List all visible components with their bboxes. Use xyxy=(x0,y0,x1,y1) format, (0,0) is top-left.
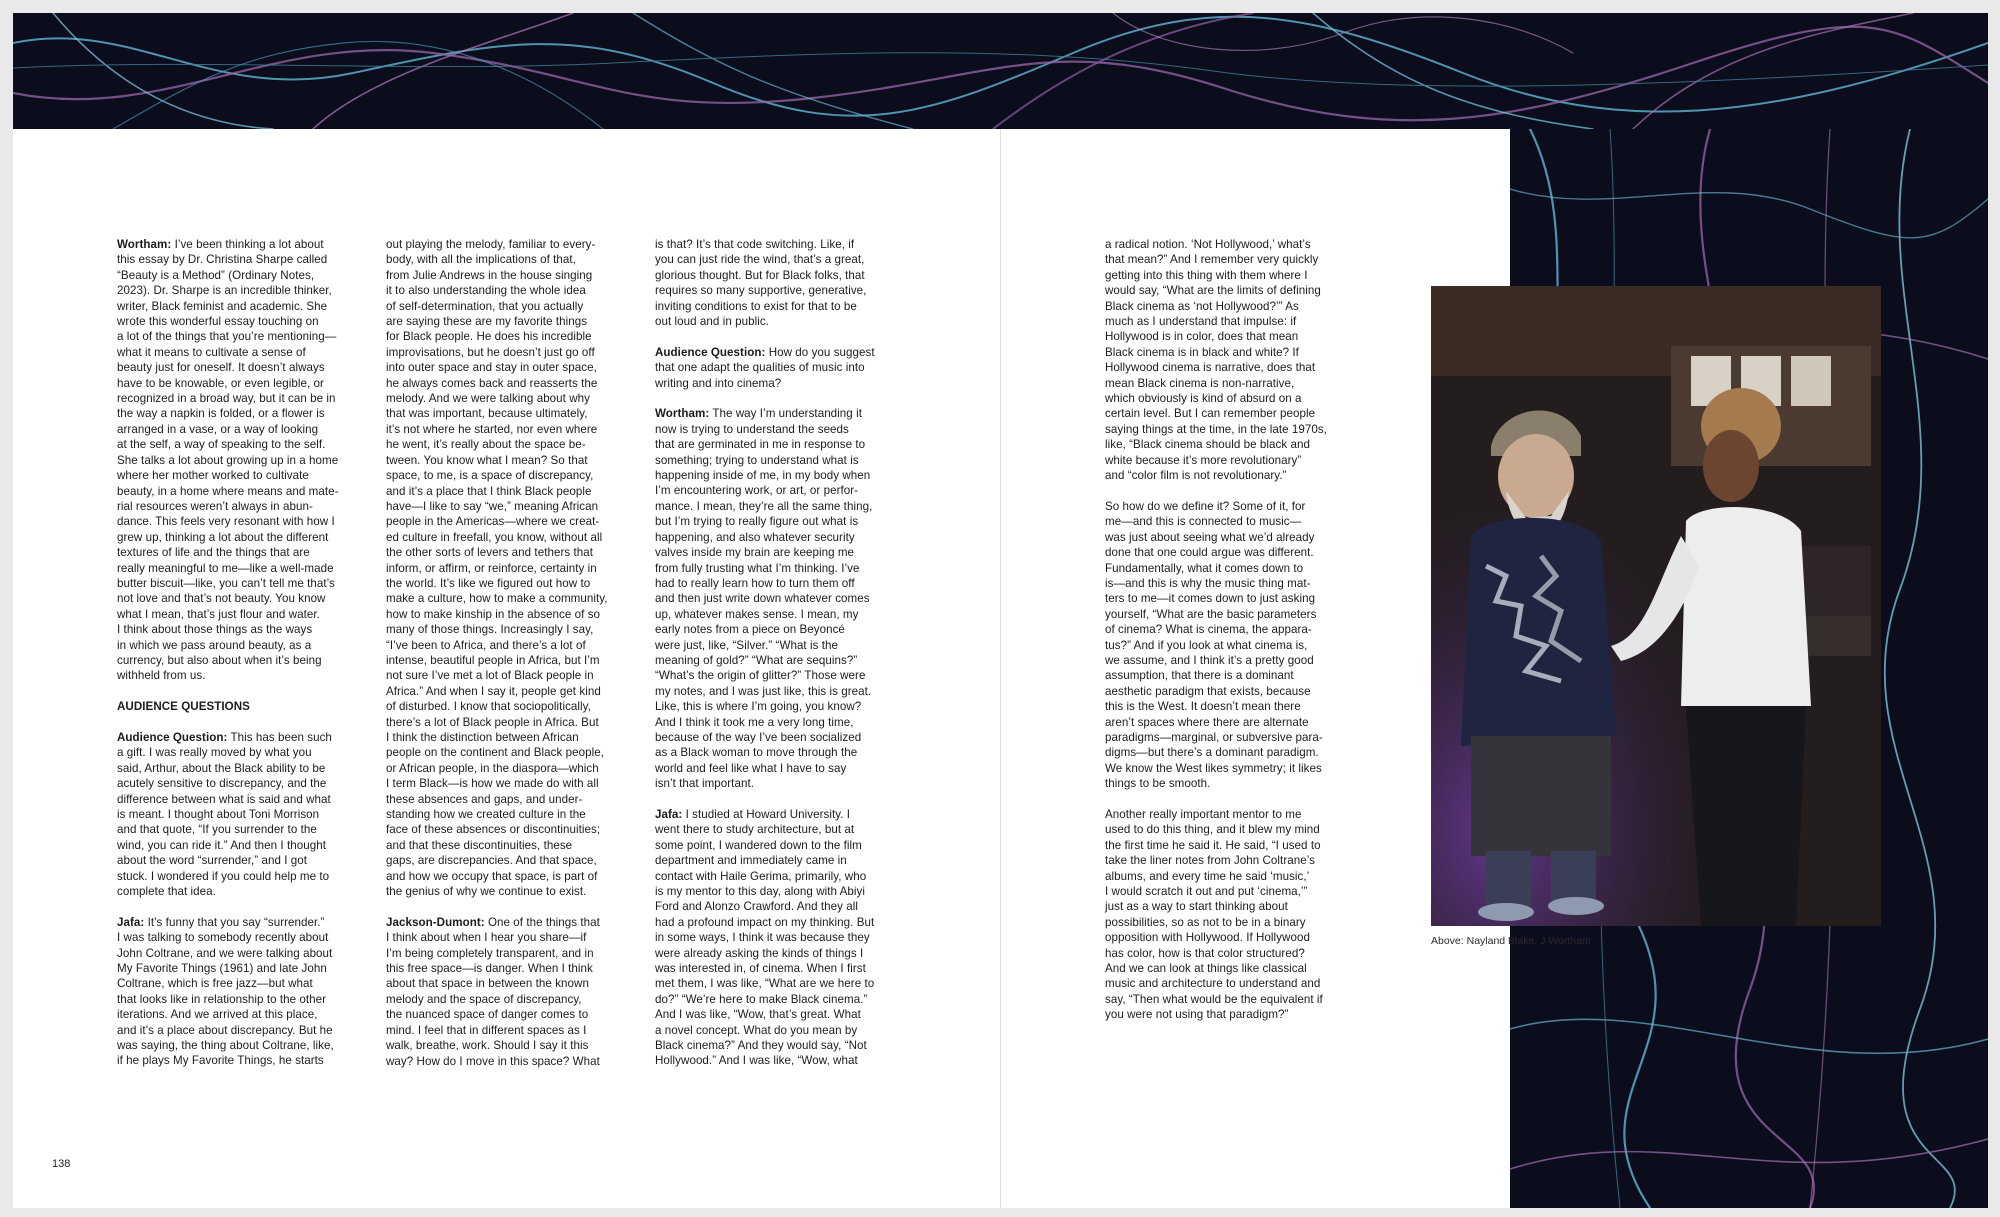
speaker-label: Wortham: xyxy=(655,407,710,421)
paragraph-code-switching xyxy=(655,237,898,329)
paragraph-text: So how do we define it? Some of it, for me—and this is connected to music— was just about seeing what we’d already done that one could argue was different. Fundamentally, what it comes down to is—and this is why the music thing mat- ters to me—it comes down to just asking yourself, “What are the basic parameters of cinema? What is cinema, the appara- tus?” And if you look at what cinema is, we assume, and I think it’s a pretty good assumption, that there is a dominant aesthetic paradigm that exists, because this is the West. It doesn’t mean there aren’t spaces where there are alternate paradigms—marginal, or subversive para- digms—but there’s a dominant paradigm. We know the West likes symmetry; it likes things to be smooth. xyxy=(1105,499,1323,791)
paragraph-text: I studied at Howard University. I went there to study architecture, but at some point, I wandered down to the film department and immediately came in contact with Haile Gerima, primarily, who is my mentor to this day, along with Abiyi Ford and Alonzo Crawford. And they all had a profound impact on my thinking. But in some ways, I think it was because they were already asking the kinds of things I was interested in, of cinema. When I first met them, I was like, “What are we here to do?” “We’re here to make Black cinema.” And I was like, “Wow, that’s great. What a novel concept. What do you mean by Black cinema?” And they would say, “Not Hollywood.” And I was like, “Wow, what xyxy=(655,807,875,1068)
page-number: 138 xyxy=(52,1158,71,1170)
paragraph-text: It’s funny that you say “surrender.” I was talking to somebody recently about John Coltrane, and we were talking about My Favorite Things (1961) and late John Coltrane, which is free jazz—but what that looks like in relationship to the other iterations. And we arrived at this place, and it’s a place about discrepancy. But he was saying, the thing about Coltrane, like, if he plays My Favorite Things, he starts xyxy=(117,915,334,1068)
magazine-spread xyxy=(13,13,1988,1208)
paragraph-text: a radical notion. ‘Not Hollywood,’ what’s that mean?” And I remember very quickly getting into this thing with them where I would say, “What are the limits of defining Black cinema as ‘not Hollywood?’” As much as I understand that impulse: if Hollywood is in color, does that mean Black cinema is in black and white? If Hollywood cinema is narrative, does that mean Black cinema is non-narrative, which obviously is kind of absurd on a certain level. But I can remember people saying things at the time, in the late 1970s, like, “Black cinema should be black and white because it’s more revolutionary” and “color film is not revolutionary.” xyxy=(1105,238,1328,483)
paragraph-wortham-beauty xyxy=(117,237,360,684)
photo-graphic xyxy=(1431,286,1881,926)
paragraph-wortham-seeds xyxy=(655,406,898,791)
paragraph-not-hollywood xyxy=(1105,237,1348,484)
speaker-label: Audience Question: xyxy=(655,345,766,359)
paragraph-text: Another really important mentor to me used to do this thing, and it blew my mind the first time he said it. He said, “I used to take the liner notes from John Coltrane’s albums, and every time he said ‘music,’ I would scratch it out and put ‘cinema,’” just as a way to start thinking about possibilities, so as not to be in a binary opposition with Hollywood. If Hollywood has color, how is that color structured? And we can look at things like classical music and architecture to understand and say, “Then what would be the equivalent if you were not using that paradigm?” xyxy=(1105,808,1323,1022)
left-page-column-2 xyxy=(386,237,629,1084)
paragraph-text: I’ve been thinking a lot about this essay by Dr. Christina Sharpe called “Beauty is a Method” (Ordinary Notes, 2023). Dr. Sharpe is an incredible thinker, writer, Black feminist and academic. She wrote this wonderful essay touching on a lot of the things that you’re mentioning— what it means to cultivate a sense of beauty just for oneself. It doesn’t always have to be knowable, or even legible, or recognized in a broad way, but it can be in the way a napkin is folded, or a flower is arranged in a vase, or a way of looking at the self, a way of speaking to the self. She talks a lot about growing up in a home where her mother worked to cultivate beauty, in a home where means and mate- rial resources weren’t always in abun- dance. This feels very resonant with how I grew up, thinking a lot about the different textures of life and the things that are really meaningful to me—like a well-made butter biscuit—like, you can’t tell me that’s not love and that’s not beauty. You know what I mean, that’s just flour and water. I think about those things as the ways in which we pass around beauty, as a currency, but also about when it’s being withheld from us. xyxy=(117,238,339,683)
speaker-label: Wortham: xyxy=(117,238,172,251)
section-heading-audience-questions: AUDIENCE QUESTIONS xyxy=(117,700,250,714)
photo-caption: Above: Nayland Blake, J Wortham xyxy=(1431,935,1591,947)
paragraph-jafa-coltrane-continued xyxy=(386,237,629,899)
event-photo xyxy=(1431,286,1881,926)
paragraph-jafa-surrender xyxy=(117,915,360,1069)
paragraph-jafa-howard xyxy=(655,807,898,1069)
paragraph-text: out playing the melody, familiar to every- body, with all the implications of that, from Julie Andrews in the house singing it to also understanding the whole idea of self-determination, that you actually are saying these are my favorite things for Black people. He does his incredible improvisations, but he doesn’t just go off into outer space and stay in outer space, he always comes back and reasserts the melody. And we were talking about why that was important, because ultimately, it’s not where he started, nor even where he went, it’s really about the space be- tween. You know what I mean? So that space, to me, is a space of discrepancy, and it’s a place that I think Black people have—I like to say “we,” meaning African people in the Americas—where we creat- ed culture in freefall, you know, without all the other sorts of levers and tethers that inform, or affirm, or reinforce, certainty in the world. It’s like we figured out how to make a culture, how to make a community, how to make kinship in the absence of so many of those things. Increasingly I say, “I’ve been to Africa, and there’s a lot of intense, beautiful people in Africa, but I’m not sure I’ve met a lot of Black people in Africa.” And when I say it, people get kind of disturbed. I know that sociopolitically, there’s a lot of Black people in Africa. But I think the distinction between African people on the continent and Black people, or African people, in the diaspora—which I term Black—is how we made do with all these absences and gaps, and under- standing how we created culture in the face of these absences or discontinuities; and that these discontinuities, these gaps, are discrepancies. And that space, and how we occupy that space, is part of the genius of why we continue to exist. xyxy=(386,238,608,899)
thread-pattern-top-band xyxy=(13,13,1988,129)
right-page-column-1 xyxy=(1105,237,1348,1038)
paragraph-text: How do you suggest that one adapt the qualities of music into writing and into cinema? xyxy=(655,345,875,390)
speaker-label: Jafa: xyxy=(655,807,683,821)
speaker-label: Jafa: xyxy=(117,915,145,929)
paragraph-jackson-dumont-danger xyxy=(386,915,629,1069)
paragraph-audience-question-1 xyxy=(117,730,360,899)
page-gutter xyxy=(1000,129,1001,1208)
speaker-label: Jackson-Dumont: xyxy=(386,915,485,929)
speaker-label: Audience Question: xyxy=(117,730,228,744)
left-page-column-1 xyxy=(117,237,360,1084)
paragraph-audience-question-2 xyxy=(655,345,898,391)
thread-pattern-top-graphic xyxy=(13,13,1988,129)
paragraph-text: The way I’m understanding it now is trying to understand the seeds that are germinated in me in response to something; trying to understand what is happening inside of me, in my body when I’m encountering work, or art, or perfor- mance. I mean, they’re all the same thing, but I’m trying to really figure out what is happening, and also whatever security valves inside my brain are keeping me from fully trusting what I’m thinking. I’ve had to really learn how to turn them off and then just write down whatever comes up, whatever makes sense. I mean, my early notes from a piece on Beyoncé were just, like, “Silver.” “What is the meaning of gold?” “What are sequins?” “What’s the origin of glitter?” Those were my notes, and I was just like, this is great. Like, this is where I’m going, you know? And I think it took me a very long time, because of the way I’ve been socialized as a Black woman to move through the world and feel like what I have to say isn’t that important. xyxy=(655,407,873,791)
paragraph-text: This has been such a gift. I was really moved by what you said, Arthur, about the Black ability to be acutely sensitive to discrepancy, and the difference between what is said and what is meant. I thought about Toni Morrison and that quote, “If you surrender to the wind, you can ride it.” And then I thought about the word “surrender,” and I got stuck. I wondered if you could help me to complete that idea. xyxy=(117,730,332,899)
paragraph-text: One of the things that I think about when I hear you share—if I’m being completely transparent, and in this free space—is danger. When I think about that space in between the known melody and the space of discrepancy, the nuanced space of danger comes to mind. I feel that in different spaces as I walk, breathe, work. Should I say it this way? How do I move in this space? What xyxy=(386,915,600,1068)
paragraph-mentor-liner-notes xyxy=(1105,807,1348,1023)
left-page-column-3 xyxy=(655,237,898,1084)
paragraph-text: is that? It’s that code switching. Like, if you can just ride the wind, that’s a great, glorious thought. But for Black folks, that requires so many supportive, generative, inviting conditions to exist for that to be out loud and in public. xyxy=(655,238,867,329)
paragraph-define-it xyxy=(1105,499,1348,792)
